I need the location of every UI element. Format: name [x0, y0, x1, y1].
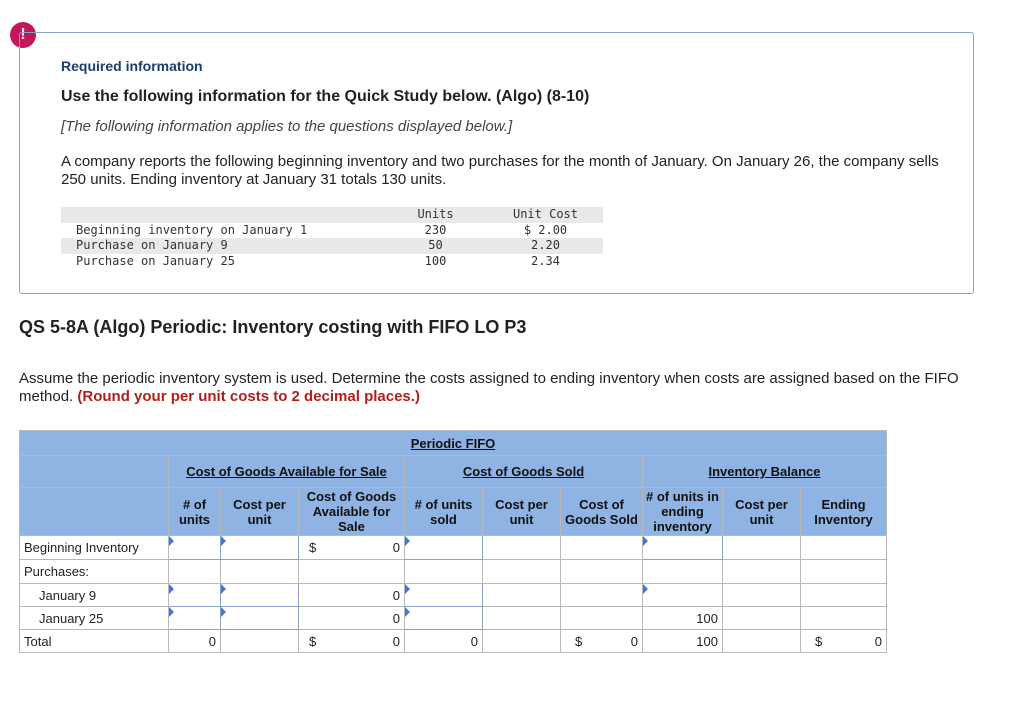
beginning-units-input[interactable] — [169, 536, 221, 560]
quick-study-instruction: Use the following information for the Quick Study below. (Algo) (8-10) — [61, 88, 590, 105]
jan25-cost-per-unit-input[interactable] — [221, 607, 299, 630]
total-cogs: $ 0 — [561, 630, 643, 653]
total-cost-per-unit — [221, 630, 299, 653]
applies-note: [The following information applies to the questions displayed below.] — [61, 118, 513, 135]
row-label: Purchase on January 25 — [76, 253, 235, 268]
row-label-jan25: January 25 — [20, 607, 169, 630]
jan9-sold-cost-per-unit — [483, 584, 561, 607]
row-units: 100 — [424, 253, 447, 268]
table-row — [20, 560, 887, 584]
question-instructions — [19, 370, 979, 406]
periodic-fifo-table — [19, 430, 887, 653]
beginning-sold-cost-per-unit — [483, 536, 561, 560]
total-ending-inventory: $ 0 — [801, 630, 887, 653]
intro-paragraph: A company reports the following beginning inventory and two purchases for the month of January. On January 26, the company sells 250 units. Ending inventory at January 31 totals 130 units. — [61, 153, 939, 188]
inventory-data-table — [61, 207, 603, 269]
table-row — [20, 607, 887, 630]
jan25-units-sold-input[interactable] — [405, 607, 483, 630]
table-row — [61, 238, 603, 254]
header-units: Units — [383, 207, 488, 223]
purchases-sold-cost-per-unit — [483, 560, 561, 584]
table-row — [20, 630, 887, 653]
col-cogs: Cost of Goods Sold — [561, 488, 643, 536]
purchases-ending-inventory — [801, 560, 887, 584]
total-ending-cost-per-unit — [723, 630, 801, 653]
row-unit-cost: 2.20 — [488, 238, 603, 254]
assume-text: Assume the periodic inventory system is used. Determine the costs assigned to ending inventory when costs are assigned based on the FIFO method. — [19, 370, 959, 405]
group-header-row — [20, 456, 887, 488]
group-balance: Inventory Balance — [643, 456, 887, 488]
beginning-units-sold-input[interactable] — [405, 536, 483, 560]
col-cogas: Cost of Goods Available for Sale — [299, 488, 405, 536]
row-unit-cost: 2.34 — [531, 253, 560, 268]
jan9-cost-per-unit-input[interactable] — [221, 584, 299, 607]
table-row — [61, 223, 603, 239]
jan25-cogas: 0 — [299, 607, 405, 630]
row-units: 230 — [424, 222, 447, 237]
row-label-total: Total — [20, 630, 169, 653]
rounding-note: (Round your per unit costs to 2 decimal places.) — [77, 388, 420, 405]
row-unit-cost: $ 2.00 — [523, 222, 568, 237]
total-units-sold: 0 — [405, 630, 483, 653]
beginning-cost-per-unit-input[interactable] — [221, 536, 299, 560]
jan25-cogs — [561, 607, 643, 630]
jan9-cogs — [561, 584, 643, 607]
jan9-cogas: 0 — [299, 584, 405, 607]
title-row — [20, 431, 887, 456]
col-units: # of units — [169, 488, 221, 536]
total-units-ending: 100 — [643, 630, 723, 653]
row-label-purchases: Purchases: — [20, 560, 169, 584]
jan25-sold-cost-per-unit — [483, 607, 561, 630]
col-ending-inventory: Ending Inventory — [801, 488, 887, 536]
alert-icon: ! — [10, 22, 36, 48]
purchases-units-ending — [643, 560, 723, 584]
col-units-sold: # of units sold — [405, 488, 483, 536]
beginning-ending-inventory — [801, 536, 887, 560]
col-units-ending: # of units in ending inventory — [643, 488, 723, 536]
col-ending-cost-per-unit: Cost per unit — [723, 488, 801, 536]
blank-header — [20, 456, 169, 488]
jan25-units-input[interactable] — [169, 607, 221, 630]
header-unit-cost: Unit Cost — [488, 207, 603, 223]
row-label-beginning: Beginning Inventory — [20, 536, 169, 560]
table-row — [20, 584, 887, 607]
row-label: Beginning inventory on January 1 — [76, 222, 308, 237]
col-sold-cost-per-unit: Cost per unit — [483, 488, 561, 536]
col-cost-per-unit: Cost per unit — [221, 488, 299, 536]
total-units: 0 — [169, 630, 221, 653]
table-header-row — [61, 207, 603, 223]
table-row — [61, 254, 603, 270]
jan9-ending-cost-per-unit — [723, 584, 801, 607]
jan9-units-input[interactable] — [169, 584, 221, 607]
row-label: Purchase on January 9 — [61, 238, 383, 254]
group-sold: Cost of Goods Sold — [405, 456, 643, 488]
row-units: 50 — [383, 238, 488, 254]
jan9-units-sold-input[interactable] — [405, 584, 483, 607]
beginning-ending-cost-per-unit — [723, 536, 801, 560]
header-blank — [61, 207, 383, 223]
beginning-units-ending-input[interactable] — [643, 536, 723, 560]
jan25-ending-cost-per-unit — [723, 607, 801, 630]
jan25-ending-inventory — [801, 607, 887, 630]
purchases-cogas — [299, 560, 405, 584]
table-row — [20, 536, 887, 560]
beginning-cogs — [561, 536, 643, 560]
question-title: QS 5-8A (Algo) Periodic: Inventory costing with FIFO LO P3 — [19, 317, 527, 337]
purchases-units-sold — [405, 560, 483, 584]
column-header-row — [20, 488, 887, 536]
required-information-heading: Required information — [61, 58, 203, 74]
total-sold-cost-per-unit — [483, 630, 561, 653]
purchases-ending-cost-per-unit — [723, 560, 801, 584]
beginning-cogas: $ 0 — [299, 536, 405, 560]
purchases-cogs — [561, 560, 643, 584]
purchases-cost-per-unit — [221, 560, 299, 584]
row-label-jan9: January 9 — [20, 584, 169, 607]
total-cogas: $ 0 — [299, 630, 405, 653]
jan25-units-ending: 100 — [643, 607, 723, 630]
purchases-units — [169, 560, 221, 584]
fifo-title: Periodic FIFO — [20, 431, 887, 456]
jan9-units-ending-input[interactable] — [643, 584, 723, 607]
group-available: Cost of Goods Available for Sale — [169, 456, 405, 488]
blank-header — [20, 488, 169, 536]
jan9-ending-inventory — [801, 584, 887, 607]
